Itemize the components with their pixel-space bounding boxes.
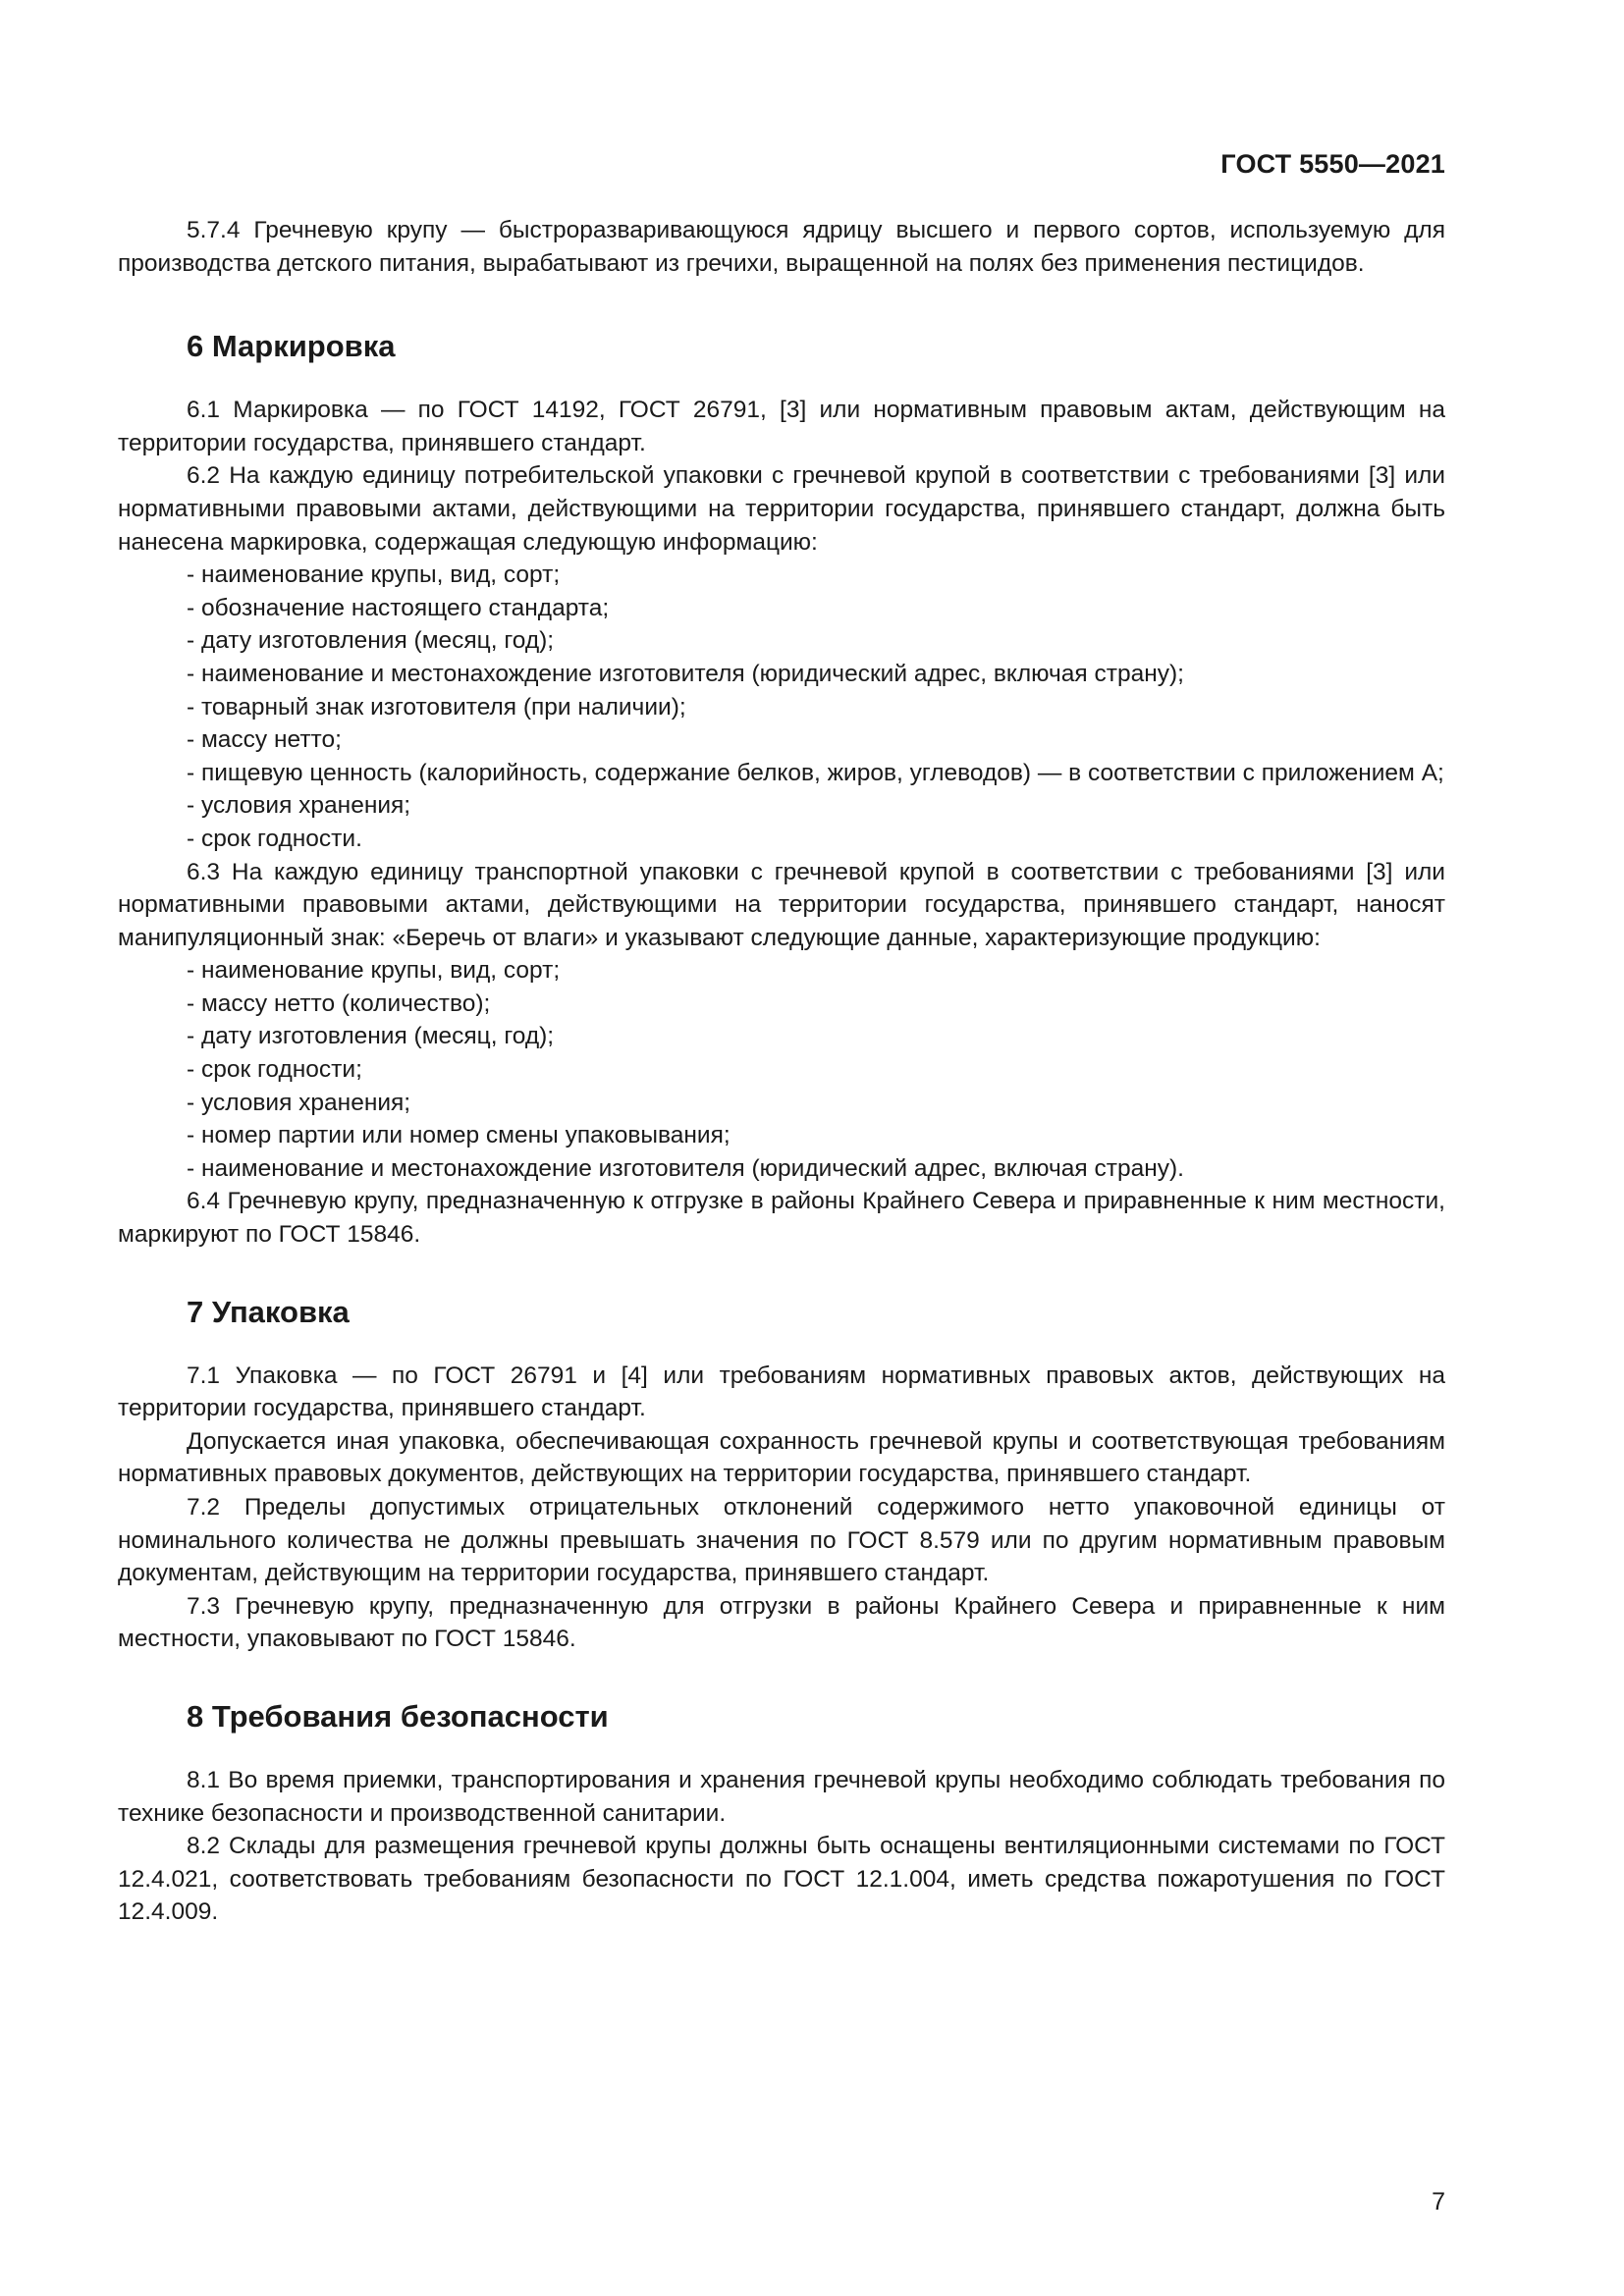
list-item: - условия хранения;	[187, 1089, 411, 1116]
clause-6-2: 6.2 На каждую единицу потребительской упаковки с гречневой крупой в соответствии с требованиями [3] или нормативными правовыми актами, действующими на территории государства, принявшего стандарт, должна быть нанесена маркировка, содержащая следующую информацию:	[118, 462, 1445, 556]
clause-8-1: 8.1 Во время приемки, транспортирования и хранения гречневой крупы необходимо соблюдать требования по технике безопасности и производственной санитарии.	[118, 1766, 1445, 1827]
clause-6-3: 6.3 На каждую единицу транспортной упаковки с гречневой крупой в соответствии с требованиями [3] или нормативными правовыми актами, действующими на территории государства, принявшего стандарт, наносят манипуляционный знак: «Беречь от влаги» и указывают следующие данные, характеризующие продукцию:	[118, 858, 1445, 951]
list-item: - пищевую ценность (калорийность, содержание белков, жиров, углеводов) — в соответствии с приложением А;	[187, 759, 1444, 786]
list-item: - массу нетто;	[187, 726, 342, 754]
clause-6-1: 6.1 Маркировка — по ГОСТ 14192, ГОСТ 26791, [3] или нормативным правовым актам, действующим на территории государства, принявшего стандарт.	[118, 397, 1445, 456]
list-item: - наименование крупы, вид, сорт;	[187, 957, 561, 985]
list-item: - срок годности;	[187, 1056, 362, 1084]
list-item: - товарный знак изготовителя (при наличии);	[187, 693, 686, 721]
list-item: - условия хранения;	[187, 792, 411, 820]
list-item: - срок годности.	[187, 825, 362, 852]
list-item: - наименование и местонахождение изготовителя (юридический адрес, включая страну);	[187, 660, 1184, 687]
list-item: - дату изготовления (месяц, год);	[187, 627, 555, 655]
clause-8-2: 8.2 Склады для размещения гречневой крупы должны быть оснащены вентиляционными системами по ГОСТ 12.4.021, соответствовать требованиям безопасности по ГОСТ 12.1.004, иметь средства пожаротушения по ГОСТ 12.4.009.	[118, 1833, 1445, 1926]
clause-5-7-4: 5.7.4 Гречневую крупу — быстроразваривающуюся ядрицу высшего и первого сортов, используемую для производства детского питания, вырабатывают из гречихи, выращенной на полях без применения пестицидов.	[118, 217, 1445, 277]
clause-7-3: 7.3 Гречневую крупу, предназначенную для отгрузки в районы Крайнего Севера и приравненные к ним местности, упаковывают по ГОСТ 15846.	[118, 1592, 1445, 1653]
section-8-title: 8 Требования безопасности	[187, 1698, 609, 1734]
list-item: - наименование крупы, вид, сорт;	[187, 561, 561, 589]
list-item: - наименование и местонахождение изготовителя (юридический адрес, включая страну).	[187, 1154, 1184, 1182]
document-code-header: ГОСТ 5550—2021	[1220, 149, 1445, 179]
list-item: - массу нетто (количество);	[187, 989, 491, 1017]
clause-7-1: 7.1 Упаковка — по ГОСТ 26791 и [4] или требованиям нормативных правовых актов, действующих на территории государства, принявшего стандарт.	[118, 1362, 1445, 1422]
section-7-title: 7 Упаковка	[187, 1294, 350, 1329]
clause-7-2: 7.2 Пределы допустимых отрицательных отклонений содержимого нетто упаковочной единицы от номинального количества не должны превышать значения по ГОСТ 8.579 или по другим нормативным правовым документам, действующим на территории государства, принявшего стандарт.	[118, 1494, 1445, 1587]
document-body	[118, 214, 1445, 1929]
list-item: - номер партии или номер смены упаковывания;	[187, 1122, 731, 1149]
section-6-title: 6 Маркировка	[187, 329, 396, 364]
list-item: - дату изготовления (месяц, год);	[187, 1023, 555, 1050]
clause-6-4: 6.4 Гречневую крупу, предназначенную к отгрузке в районы Крайнего Севера и приравненные к ним местности, маркируют по ГОСТ 15846.	[118, 1188, 1445, 1249]
page-number: 7	[1432, 2188, 1445, 2216]
clause-7-1-note: Допускается иная упаковка, обеспечивающая сохранность гречневой крупы и соответствующая требованиям нормативных правовых документов, действующих на территории государства, принявшего стандарт.	[118, 1427, 1445, 1488]
list-item: - обозначение настоящего стандарта;	[187, 594, 610, 621]
